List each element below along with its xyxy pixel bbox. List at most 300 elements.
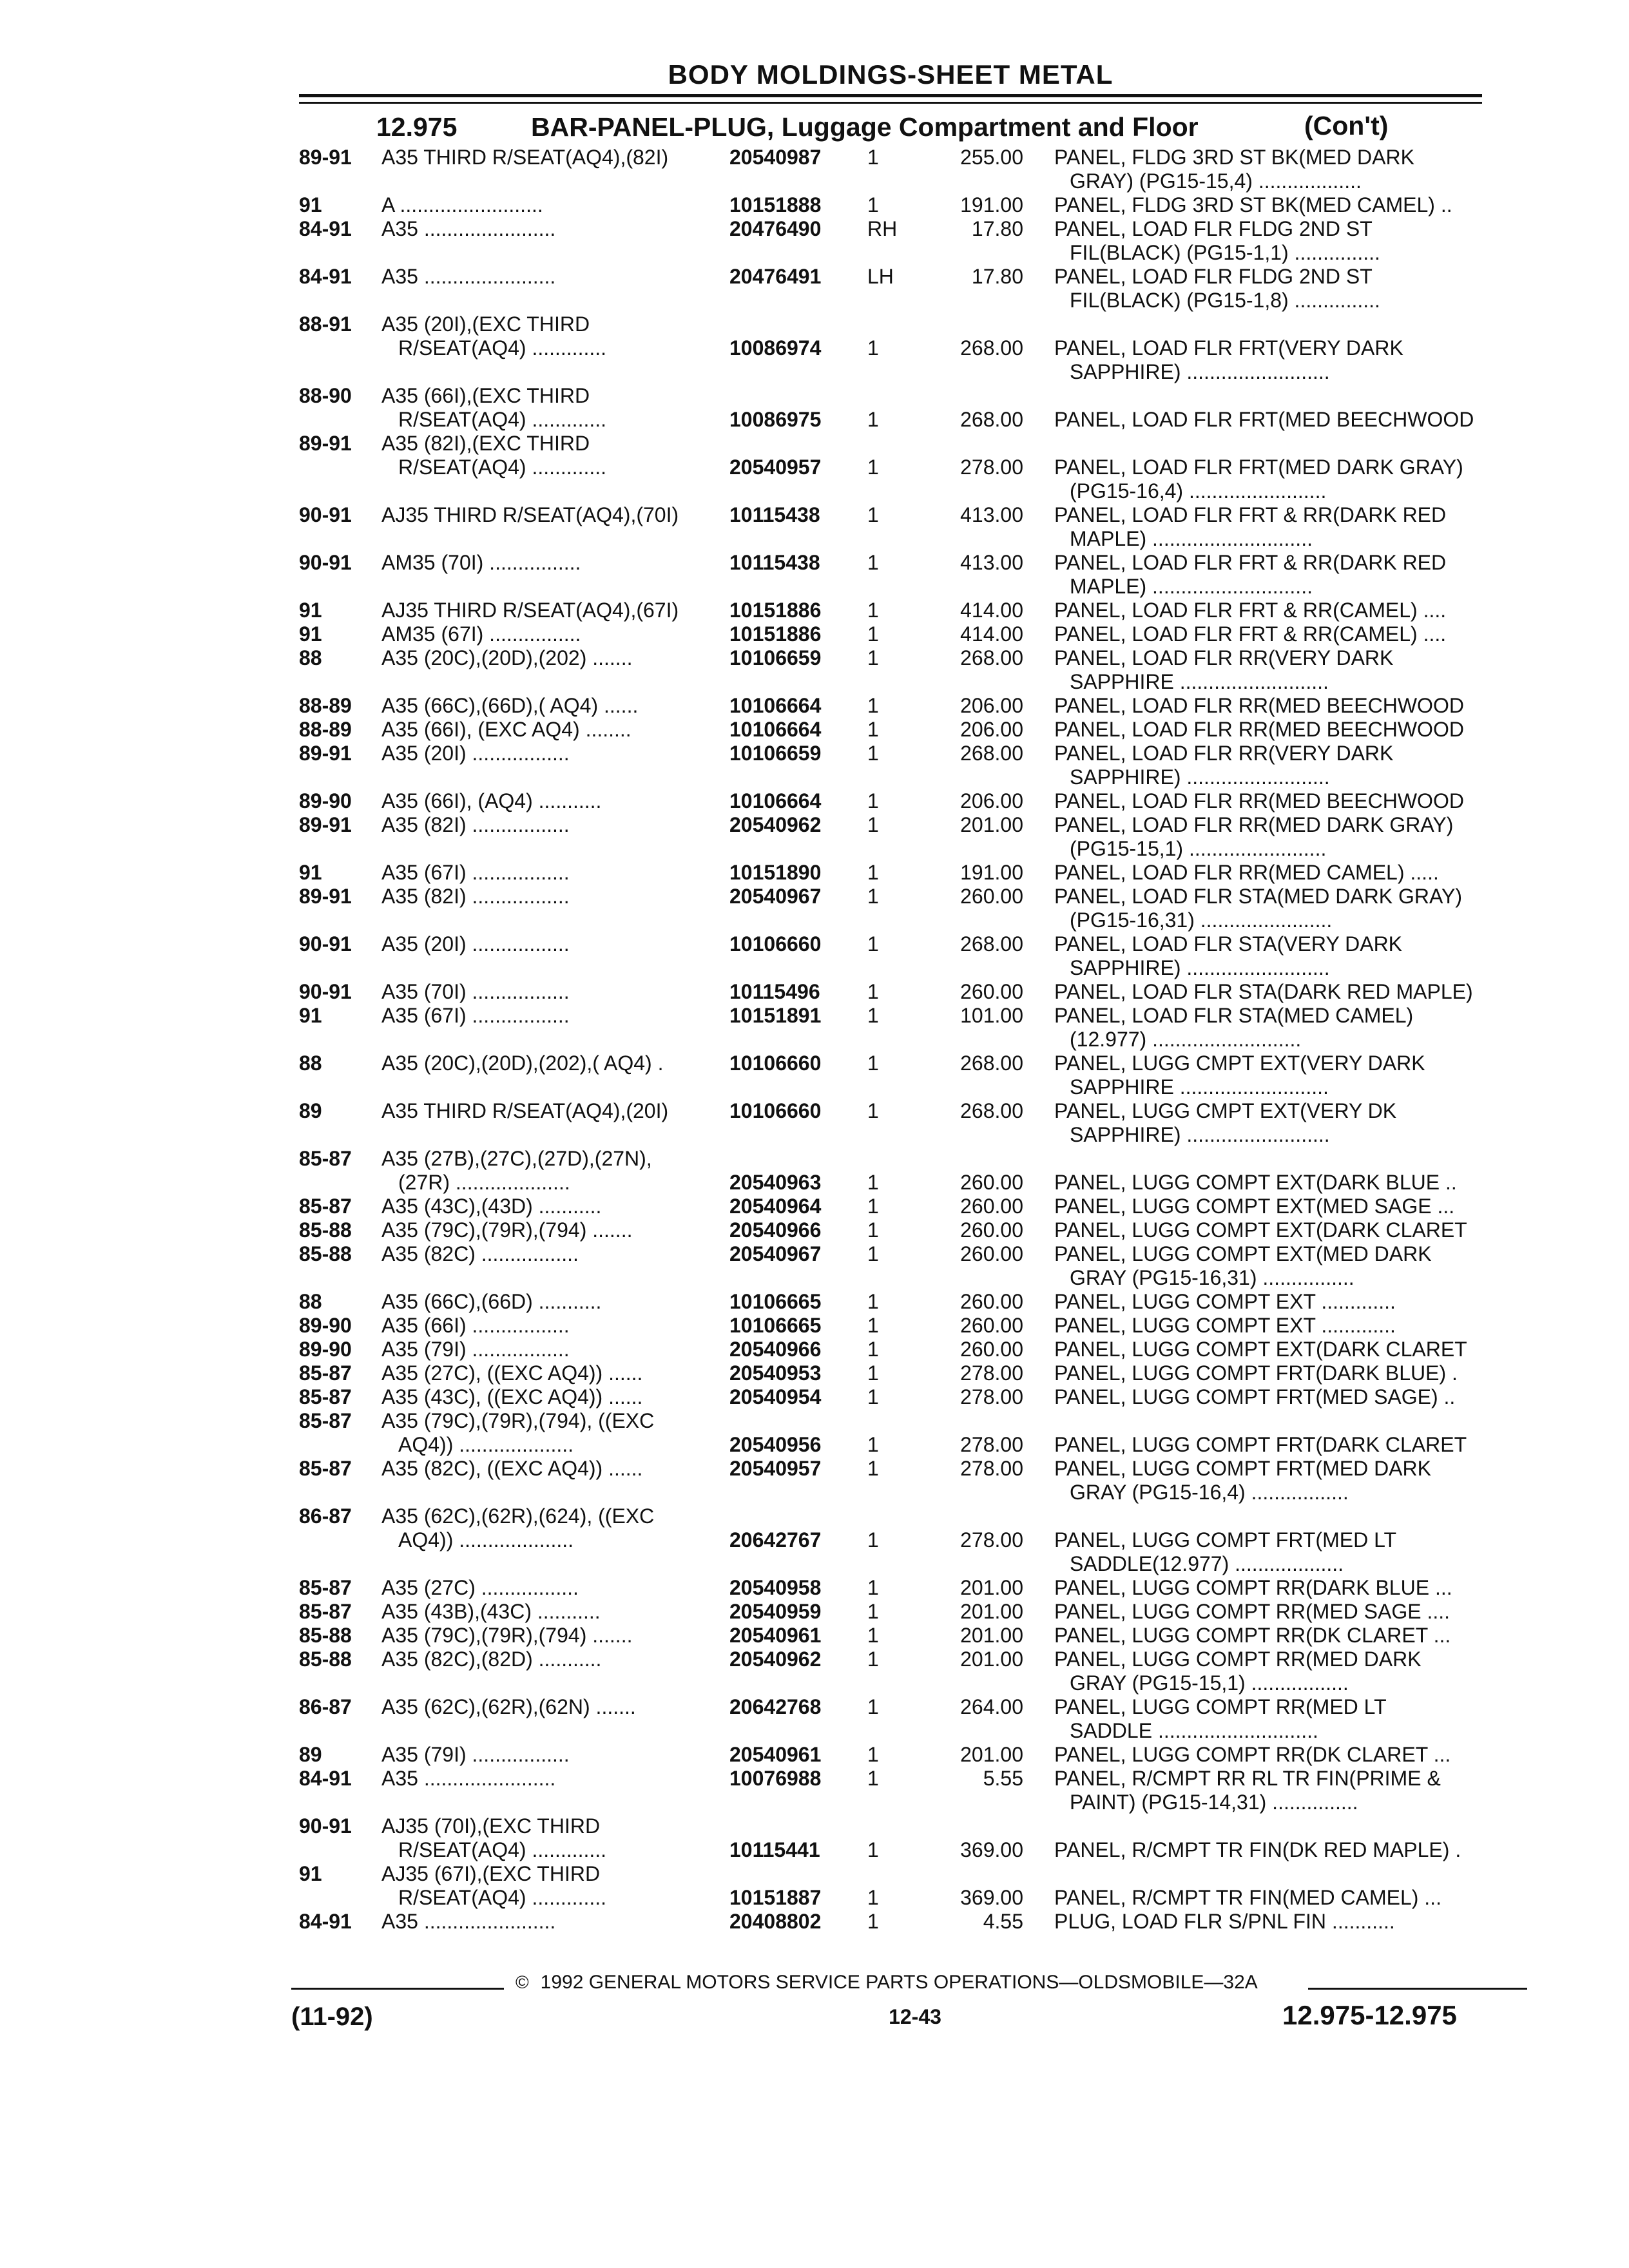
part-name bbox=[1054, 742, 1525, 789]
model-years: 85-88 bbox=[299, 1242, 352, 1265]
part-name bbox=[1054, 217, 1525, 265]
application-description bbox=[381, 1576, 724, 1600]
part-name-line: PANEL, LUGG COMPT FRT(MED SAGE) .. bbox=[1054, 1385, 1456, 1408]
price: 414.00 bbox=[960, 599, 1023, 622]
price: 278.00 bbox=[960, 1433, 1023, 1456]
part-name bbox=[1054, 980, 1525, 1004]
part-number: 10151890 bbox=[729, 861, 822, 884]
part-name-line: SAPPHIRE .......................... bbox=[1070, 670, 1329, 693]
part-name bbox=[1054, 885, 1525, 932]
application-description bbox=[381, 789, 724, 813]
model-years: 84-91 bbox=[299, 265, 352, 288]
part-name bbox=[1054, 1314, 1525, 1338]
part-name bbox=[1054, 1171, 1525, 1195]
application-description bbox=[381, 265, 724, 289]
description-line: A35 (43C),(43D) ........... bbox=[381, 1195, 602, 1218]
part-name bbox=[1054, 694, 1525, 718]
part-name-line: PANEL, LOAD FLR FLDG 2ND ST bbox=[1054, 265, 1373, 288]
description-line: A35 ....................... bbox=[381, 1767, 556, 1790]
description-line: A35 (79C),(79R),(794) ....... bbox=[381, 1624, 633, 1647]
description-line: A35 (82C), ((EXC AQ4)) ...... bbox=[381, 1457, 643, 1480]
quantity: 1 bbox=[867, 694, 879, 717]
quantity: 1 bbox=[867, 718, 879, 741]
description-line: AQ4)) .................... bbox=[398, 1433, 574, 1456]
part-name bbox=[1054, 1338, 1525, 1361]
quantity: 1 bbox=[867, 1433, 879, 1456]
part-number: 20540962 bbox=[729, 813, 822, 836]
model-years: 91 bbox=[299, 193, 322, 216]
part-name-line: PANEL, LUGG COMPT RR(MED SAGE .... bbox=[1054, 1600, 1451, 1623]
part-name-line: PANEL, LOAD FLR FLDG 2ND ST bbox=[1054, 217, 1373, 240]
part-name bbox=[1054, 1695, 1525, 1743]
quantity: 1 bbox=[867, 1886, 879, 1909]
application-description bbox=[381, 813, 724, 837]
price: 413.00 bbox=[960, 551, 1023, 574]
part-name-line: PANEL, LOAD FLR FRT(MED BEECHWOOD bbox=[1054, 408, 1474, 431]
quantity: 1 bbox=[867, 551, 879, 574]
part-name-line: PANEL, LOAD FLR STA(DARK RED MAPLE) bbox=[1054, 980, 1473, 1003]
price: 201.00 bbox=[960, 1624, 1023, 1647]
quantity: 1 bbox=[867, 1338, 879, 1361]
description-line: A35 (66I), (EXC AQ4) ........ bbox=[381, 718, 631, 741]
description-line: A35 (82I) ................. bbox=[381, 813, 570, 836]
model-years: 85-87 bbox=[299, 1385, 352, 1408]
application-description bbox=[381, 742, 724, 765]
part-name-line: PANEL, FLDG 3RD ST BK(MED DARK bbox=[1054, 146, 1414, 169]
price: 206.00 bbox=[960, 694, 1023, 717]
quantity: 1 bbox=[867, 1600, 879, 1623]
part-number: 10086975 bbox=[729, 408, 822, 431]
application-description bbox=[381, 1147, 724, 1195]
description-line: AM35 (70I) ................ bbox=[381, 551, 581, 574]
description-line: A35 ....................... bbox=[381, 217, 556, 240]
quantity: 1 bbox=[867, 885, 879, 908]
application-description bbox=[381, 1004, 724, 1028]
description-line: R/SEAT(AQ4) ............. bbox=[398, 1886, 607, 1909]
application-description bbox=[381, 622, 724, 646]
part-number: 10106664 bbox=[729, 789, 822, 812]
price: 260.00 bbox=[960, 1314, 1023, 1337]
application-description bbox=[381, 1648, 724, 1671]
application-description bbox=[381, 312, 724, 360]
quantity: 1 bbox=[867, 1648, 879, 1671]
part-name-line: PANEL, LUGG COMPT EXT(MED DARK bbox=[1054, 1242, 1432, 1265]
copyright-text: 1992 GENERAL MOTORS SERVICE PARTS OPERATIONS—OLDSMOBILE—32A bbox=[540, 1972, 1258, 1993]
model-years: 85-87 bbox=[299, 1576, 352, 1599]
part-name-line: FIL(BLACK) (PG15-1,8) ............... bbox=[1070, 289, 1380, 312]
part-name-line: PANEL, R/CMPT TR FIN(MED CAMEL) ... bbox=[1054, 1886, 1441, 1909]
application-description bbox=[381, 193, 724, 217]
part-number: 20540967 bbox=[729, 1242, 822, 1265]
model-years: 86-87 bbox=[299, 1504, 352, 1528]
model-years: 85-88 bbox=[299, 1648, 352, 1671]
part-name bbox=[1054, 932, 1525, 980]
model-years: 91 bbox=[299, 861, 322, 884]
quantity: LH bbox=[867, 265, 894, 288]
price: 5.55 bbox=[983, 1767, 1023, 1790]
model-years: 89-90 bbox=[299, 1314, 352, 1337]
description-line: A ......................... bbox=[381, 193, 543, 216]
group-title: BAR-PANEL-PLUG, Luggage Compartment and Floor bbox=[531, 112, 1199, 142]
quantity: 1 bbox=[867, 503, 879, 526]
model-years: 88-91 bbox=[299, 312, 352, 336]
part-number: 20540957 bbox=[729, 456, 822, 479]
application-description bbox=[381, 1409, 724, 1457]
quantity: 1 bbox=[867, 646, 879, 669]
price: 260.00 bbox=[960, 1171, 1023, 1194]
part-name-line: (PG15-15,1) ........................ bbox=[1070, 837, 1327, 860]
quantity: 1 bbox=[867, 1695, 879, 1718]
price: 268.00 bbox=[960, 336, 1023, 360]
description-line: A35 THIRD R/SEAT(AQ4),(20I) bbox=[381, 1099, 669, 1122]
part-name bbox=[1054, 861, 1525, 885]
description-line: R/SEAT(AQ4) ............. bbox=[398, 456, 607, 479]
part-name bbox=[1054, 718, 1525, 742]
part-name bbox=[1054, 1600, 1525, 1624]
model-years: 91 bbox=[299, 622, 322, 646]
part-name-line: SAPPHIRE) ......................... bbox=[1070, 765, 1330, 789]
application-description bbox=[381, 1361, 724, 1385]
part-name bbox=[1054, 146, 1525, 193]
part-name bbox=[1054, 456, 1525, 503]
model-years: 85-87 bbox=[299, 1361, 352, 1385]
part-name-line: PAINT) (PG15-14,31) ............... bbox=[1070, 1791, 1358, 1814]
part-name-line: PANEL, LUGG COMPT RR(DK CLARET ... bbox=[1054, 1624, 1451, 1647]
price: 17.80 bbox=[971, 265, 1023, 288]
model-years: 85-87 bbox=[299, 1147, 352, 1170]
model-years: 89-91 bbox=[299, 432, 352, 455]
model-years: 88 bbox=[299, 1052, 322, 1075]
part-name-line: PANEL, LUGG COMPT RR(MED DARK bbox=[1054, 1648, 1422, 1671]
price: 268.00 bbox=[960, 932, 1023, 956]
price: 260.00 bbox=[960, 1195, 1023, 1218]
part-name-line: PANEL, LUGG CMPT EXT(VERY DK bbox=[1054, 1099, 1397, 1122]
part-name-line: PANEL, LOAD FLR FRT & RR(CAMEL) .... bbox=[1054, 622, 1447, 646]
application-description bbox=[381, 1052, 724, 1075]
application-description bbox=[381, 1695, 724, 1719]
description-line: AM35 (67I) ................ bbox=[381, 622, 581, 646]
part-name bbox=[1054, 1052, 1525, 1099]
part-name bbox=[1054, 599, 1525, 622]
part-name bbox=[1054, 1361, 1525, 1385]
price: 201.00 bbox=[960, 1743, 1023, 1766]
description-line: A35 (67I) ................. bbox=[381, 861, 570, 884]
part-number: 20540953 bbox=[729, 1361, 822, 1385]
model-years: 90-91 bbox=[299, 1814, 352, 1838]
part-number: 10106659 bbox=[729, 646, 822, 669]
quantity: 1 bbox=[867, 336, 879, 360]
model-years: 90-91 bbox=[299, 932, 352, 956]
model-years: 85-87 bbox=[299, 1600, 352, 1623]
part-number: 10106665 bbox=[729, 1290, 822, 1313]
part-number: 10106660 bbox=[729, 932, 822, 956]
description-line: A35 (66I), (AQ4) ........... bbox=[381, 789, 602, 812]
part-name-line: SADDLE(12.977) ................... bbox=[1070, 1552, 1344, 1575]
model-years: 89 bbox=[299, 1743, 322, 1766]
part-name bbox=[1054, 1218, 1525, 1242]
model-years: 84-91 bbox=[299, 1910, 352, 1933]
description-line: A35 (62C),(62R),(62N) ....... bbox=[381, 1695, 636, 1718]
part-name bbox=[1054, 622, 1525, 646]
part-name bbox=[1054, 1767, 1525, 1814]
part-name-line: PANEL, LUGG COMPT EXT(DARK CLARET bbox=[1054, 1218, 1467, 1242]
part-number: 10076988 bbox=[729, 1767, 822, 1790]
part-name bbox=[1054, 1743, 1525, 1767]
quantity: 1 bbox=[867, 1218, 879, 1242]
description-line: A35 (66I) ................. bbox=[381, 1314, 570, 1337]
part-name-line: PANEL, LOAD FLR FRT & RR(DARK RED bbox=[1054, 503, 1447, 526]
part-name-line: (PG15-16,31) ....................... bbox=[1070, 908, 1333, 932]
part-name bbox=[1054, 503, 1525, 551]
price: 4.55 bbox=[983, 1910, 1023, 1933]
quantity: 1 bbox=[867, 1385, 879, 1408]
part-number: 20540959 bbox=[729, 1600, 822, 1623]
price: 201.00 bbox=[960, 813, 1023, 836]
part-number: 10151886 bbox=[729, 599, 822, 622]
price: 201.00 bbox=[960, 1600, 1023, 1623]
description-line: A35 (43C), ((EXC AQ4)) ...... bbox=[381, 1385, 643, 1408]
quantity: 1 bbox=[867, 1314, 879, 1337]
part-name-line: SAPPHIRE) ......................... bbox=[1070, 1123, 1330, 1146]
price: 369.00 bbox=[960, 1838, 1023, 1861]
part-name bbox=[1054, 1385, 1525, 1409]
price: 260.00 bbox=[960, 1242, 1023, 1265]
model-years: 88 bbox=[299, 1290, 322, 1313]
application-description bbox=[381, 1338, 724, 1361]
price: 191.00 bbox=[960, 861, 1023, 884]
part-name-line: PANEL, LOAD FLR FRT(VERY DARK bbox=[1054, 336, 1403, 360]
part-name-line: PLUG, LOAD FLR S/PNL FIN ........... bbox=[1054, 1910, 1395, 1933]
part-name bbox=[1054, 813, 1525, 861]
price: 17.80 bbox=[971, 217, 1023, 240]
application-description bbox=[381, 1195, 724, 1218]
part-number: 20408802 bbox=[729, 1910, 822, 1933]
part-name bbox=[1054, 1838, 1525, 1862]
description-line: A35 THIRD R/SEAT(AQ4),(82I) bbox=[381, 146, 669, 169]
quantity: 1 bbox=[867, 1457, 879, 1480]
model-years: 88-89 bbox=[299, 718, 352, 741]
quantity: 1 bbox=[867, 1242, 879, 1265]
price: 260.00 bbox=[960, 885, 1023, 908]
model-years: 89-91 bbox=[299, 146, 352, 169]
application-description bbox=[381, 694, 724, 718]
part-number: 20540961 bbox=[729, 1624, 822, 1647]
description-line: AJ35 THIRD R/SEAT(AQ4),(70I) bbox=[381, 503, 679, 526]
part-name-line: SAPPHIRE) ......................... bbox=[1070, 360, 1330, 383]
quantity: 1 bbox=[867, 1528, 879, 1552]
description-line: A35 (62C),(62R),(624), ((EXC bbox=[381, 1504, 655, 1528]
part-name-line: PANEL, LOAD FLR STA(VERY DARK bbox=[1054, 932, 1403, 956]
description-line: (27R) .................... bbox=[398, 1171, 570, 1194]
description-line: A35 (67I) ................. bbox=[381, 1004, 570, 1027]
part-name-line: (12.977) .......................... bbox=[1070, 1028, 1302, 1051]
part-number: 10106660 bbox=[729, 1052, 822, 1075]
application-description bbox=[381, 1600, 724, 1624]
part-number: 10151886 bbox=[729, 622, 822, 646]
part-number: 10115496 bbox=[729, 980, 820, 1003]
part-name-line: MAPLE) ............................ bbox=[1070, 527, 1313, 550]
price: 206.00 bbox=[960, 718, 1023, 741]
model-years: 91 bbox=[299, 1004, 322, 1027]
application-description bbox=[381, 1314, 724, 1338]
part-name-line: PANEL, LUGG COMPT FRT(MED LT bbox=[1054, 1528, 1397, 1552]
part-name-line: PANEL, LUGG COMPT EXT ............. bbox=[1054, 1290, 1396, 1313]
quantity: 1 bbox=[867, 813, 879, 836]
part-name-line: PANEL, LOAD FLR STA(MED CAMEL) bbox=[1054, 1004, 1414, 1027]
page-number: 12-43 bbox=[889, 2005, 941, 2028]
description-line: A35 (27B),(27C),(27D),(27N), bbox=[381, 1147, 652, 1170]
application-description bbox=[381, 217, 724, 241]
part-name bbox=[1054, 1433, 1525, 1457]
part-number: 20476490 bbox=[729, 217, 822, 240]
header-rule-thin bbox=[299, 102, 1482, 104]
part-number: 10115438 bbox=[729, 551, 820, 574]
part-name-line: PANEL, LUGG COMPT FRT(MED DARK bbox=[1054, 1457, 1431, 1480]
price: 268.00 bbox=[960, 408, 1023, 431]
group-range: 12.975-12.975 bbox=[1282, 2000, 1457, 2030]
price: 101.00 bbox=[960, 1004, 1023, 1027]
quantity: 1 bbox=[867, 146, 879, 169]
model-years: 90-91 bbox=[299, 503, 352, 526]
quantity: 1 bbox=[867, 742, 879, 765]
price: 278.00 bbox=[960, 456, 1023, 479]
description-line: R/SEAT(AQ4) ............. bbox=[398, 408, 607, 431]
application-description bbox=[381, 1624, 724, 1648]
application-description bbox=[381, 1099, 724, 1123]
part-name bbox=[1054, 1242, 1525, 1290]
part-name bbox=[1054, 1624, 1525, 1648]
description-line: A35 (66C),(66D) ........... bbox=[381, 1290, 602, 1313]
part-name bbox=[1054, 193, 1525, 217]
part-name-line: PANEL, LUGG CMPT EXT(VERY DARK bbox=[1054, 1052, 1425, 1075]
quantity: 1 bbox=[867, 1361, 879, 1385]
footer-rule-right bbox=[1308, 1988, 1527, 1990]
part-number: 20540957 bbox=[729, 1457, 822, 1480]
quantity: 1 bbox=[867, 1004, 879, 1027]
quantity: 1 bbox=[867, 408, 879, 431]
quantity: 1 bbox=[867, 861, 879, 884]
description-line: A35 (66I),(EXC THIRD bbox=[381, 384, 590, 407]
quantity: 1 bbox=[867, 789, 879, 812]
part-name-line: PANEL, LUGG COMPT EXT(DARK CLARET bbox=[1054, 1338, 1467, 1361]
price: 413.00 bbox=[960, 503, 1023, 526]
part-name bbox=[1054, 1457, 1525, 1504]
part-number: 20540987 bbox=[729, 146, 822, 169]
part-number: 20540954 bbox=[729, 1385, 822, 1408]
quantity: 1 bbox=[867, 1767, 879, 1790]
part-number: 10086974 bbox=[729, 336, 822, 360]
part-number: 10115441 bbox=[729, 1838, 820, 1861]
application-description bbox=[381, 551, 724, 575]
part-name-line: GRAY (PG15-16,31) ................ bbox=[1070, 1266, 1354, 1289]
quantity: 1 bbox=[867, 193, 879, 216]
model-years: 91 bbox=[299, 599, 322, 622]
part-number: 20540956 bbox=[729, 1433, 822, 1456]
application-description bbox=[381, 646, 724, 670]
model-years: 89 bbox=[299, 1099, 322, 1122]
part-number: 10106659 bbox=[729, 742, 822, 765]
price: 264.00 bbox=[960, 1695, 1023, 1718]
part-name-line: PANEL, LUGG COMPT EXT(DARK BLUE .. bbox=[1054, 1171, 1457, 1194]
part-number: 20540963 bbox=[729, 1171, 822, 1194]
quantity: 1 bbox=[867, 1171, 879, 1194]
part-number: 10106664 bbox=[729, 718, 822, 741]
group-header bbox=[299, 111, 1482, 148]
price: 268.00 bbox=[960, 1052, 1023, 1075]
application-description bbox=[381, 1862, 724, 1910]
group-continued: (Con't) bbox=[1304, 111, 1389, 140]
description-line: A35 (82I),(EXC THIRD bbox=[381, 432, 590, 455]
price: 278.00 bbox=[960, 1361, 1023, 1385]
application-description bbox=[381, 861, 724, 885]
description-line: A35 (66C),(66D),( AQ4) ...... bbox=[381, 694, 639, 717]
model-years: 88-90 bbox=[299, 384, 352, 407]
model-years: 90-91 bbox=[299, 551, 352, 574]
part-name-line: PANEL, LUGG COMPT RR(DK CLARET ... bbox=[1054, 1743, 1451, 1766]
part-name-line: FIL(BLACK) (PG15-1,1) ............... bbox=[1070, 241, 1380, 264]
quantity: 1 bbox=[867, 1576, 879, 1599]
model-years: 89-91 bbox=[299, 742, 352, 765]
model-years: 84-91 bbox=[299, 1767, 352, 1790]
application-description bbox=[381, 599, 724, 622]
price: 255.00 bbox=[960, 146, 1023, 169]
quantity: 1 bbox=[867, 1624, 879, 1647]
application-description bbox=[381, 1385, 724, 1409]
part-name-line: PANEL, LOAD FLR RR(VERY DARK bbox=[1054, 646, 1394, 669]
part-name-line: PANEL, LUGG COMPT EXT(MED SAGE ... bbox=[1054, 1195, 1455, 1218]
part-name-line: PANEL, FLDG 3RD ST BK(MED CAMEL) .. bbox=[1054, 193, 1452, 216]
price: 260.00 bbox=[960, 980, 1023, 1003]
application-description bbox=[381, 432, 724, 479]
part-name bbox=[1054, 1004, 1525, 1052]
description-line: A35 (79I) ................. bbox=[381, 1338, 570, 1361]
price: 278.00 bbox=[960, 1528, 1023, 1552]
part-name bbox=[1054, 1648, 1525, 1695]
description-line: A35 ....................... bbox=[381, 265, 556, 288]
description-line: AQ4)) .................... bbox=[398, 1528, 574, 1552]
quantity: 1 bbox=[867, 1052, 879, 1075]
application-description bbox=[381, 1218, 724, 1242]
part-name-line: PANEL, LOAD FLR RR(MED CAMEL) ..... bbox=[1054, 861, 1439, 884]
model-years: 85-87 bbox=[299, 1195, 352, 1218]
part-name-line: PANEL, LOAD FLR STA(MED DARK GRAY) bbox=[1054, 885, 1462, 908]
application-description bbox=[381, 1910, 724, 1934]
part-name bbox=[1054, 551, 1525, 599]
section-title: BODY MOLDINGS-SHEET METAL bbox=[668, 59, 1113, 90]
part-number: 20476491 bbox=[729, 265, 822, 288]
part-number: 20642767 bbox=[729, 1528, 822, 1552]
application-description bbox=[381, 1767, 724, 1791]
description-line: A35 (82C) ................. bbox=[381, 1242, 579, 1265]
part-name-line: PANEL, LOAD FLR RR(MED BEECHWOOD bbox=[1054, 718, 1464, 741]
part-number: 10106664 bbox=[729, 694, 822, 717]
part-name-line: PANEL, R/CMPT RR RL TR FIN(PRIME & bbox=[1054, 1767, 1441, 1790]
part-number: 20540966 bbox=[729, 1338, 822, 1361]
price: 268.00 bbox=[960, 742, 1023, 765]
part-name-line: PANEL, LOAD FLR FRT(MED DARK GRAY) bbox=[1054, 456, 1463, 479]
part-number: 10151891 bbox=[729, 1004, 822, 1027]
price: 414.00 bbox=[960, 622, 1023, 646]
part-number: 20540961 bbox=[729, 1743, 822, 1766]
part-name-line: SAPPHIRE .......................... bbox=[1070, 1075, 1329, 1099]
part-name bbox=[1054, 408, 1525, 432]
part-number: 20540966 bbox=[729, 1218, 822, 1242]
application-description bbox=[381, 146, 724, 169]
model-years: 88 bbox=[299, 646, 322, 669]
price: 260.00 bbox=[960, 1338, 1023, 1361]
price: 206.00 bbox=[960, 789, 1023, 812]
part-name bbox=[1054, 646, 1525, 694]
